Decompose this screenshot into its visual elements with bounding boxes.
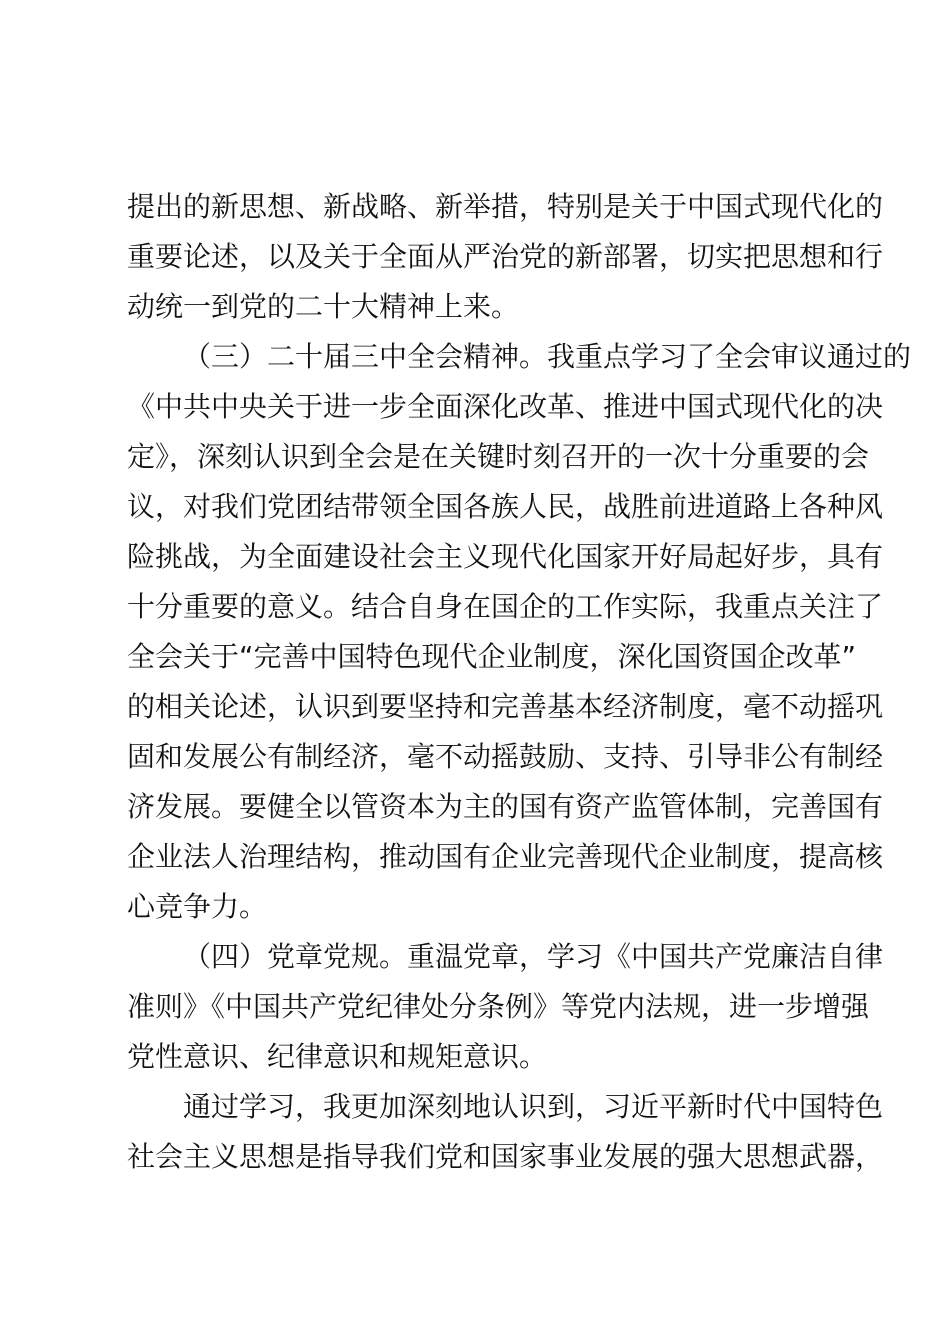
paragraph-continuation — [127, 182, 884, 332]
text-line: 提出的新思想、新战略、新举措，特别是关于中国式现代化的 — [127, 190, 884, 223]
section-heading-line: （三）二十届三中全会精神。我重点学习了全会审议通过的 — [183, 340, 912, 373]
document-body — [127, 182, 912, 1182]
paragraph-conclusion — [127, 1082, 884, 1182]
section-heading-line: （四）党章党规。重温党章，学习《中国共产党廉洁自律 — [183, 940, 884, 973]
text-line: 固和发展公有制经济，毫不动摇鼓励、支持、引导非公有制经 — [127, 740, 884, 773]
text-line: 定》，深刻认识到全会是在关键时刻召开的一次十分重要的会 — [127, 440, 870, 473]
text-line: 准则》《中国共产党纪律处分条例》等党内法规，进一步增强 — [127, 990, 870, 1023]
text-line: 重要论述，以及关于全面从严治党的新部署，切实把思想和行 — [127, 240, 884, 273]
text-line: 《中共中央关于进一步全面深化改革、推进中国式现代化的决 — [127, 390, 884, 423]
text-line: 通过学习，我更加深刻地认识到，习近平新时代中国特色 — [183, 1090, 884, 1123]
text-line: 企业法人治理结构，推动国有企业完善现代企业制度，提高核 — [127, 840, 884, 873]
text-line: 济发展。要健全以管资本为主的国有资产监管体制，完善国有 — [127, 790, 884, 823]
text-line: 十分重要的意义。结合自身在国企的工作实际，我重点关注了 — [127, 590, 884, 623]
text-line: 党性意识、纪律意识和规矩意识。 — [127, 1040, 548, 1073]
paragraph-section-4 — [127, 932, 884, 1082]
text-line: 全会关于“完善中国特色现代企业制度，深化国资国企改革” — [127, 640, 857, 673]
text-line: 动统一到党的二十大精神上来。 — [127, 290, 520, 323]
text-line: 险挑战，为全面建设社会主义现代化国家开好局起好步，具有 — [127, 540, 884, 573]
text-line: 的相关论述，认识到要坚持和完善基本经济制度，毫不动摇巩 — [127, 690, 884, 723]
text-line: 议，对我们党团结带领全国各族人民，战胜前进道路上各种风 — [127, 490, 884, 523]
text-line: 社会主义思想是指导我们党和国家事业发展的强大思想武器， — [127, 1140, 884, 1173]
text-line: 心竞争力。 — [127, 890, 268, 923]
paragraph-section-3 — [127, 332, 912, 932]
